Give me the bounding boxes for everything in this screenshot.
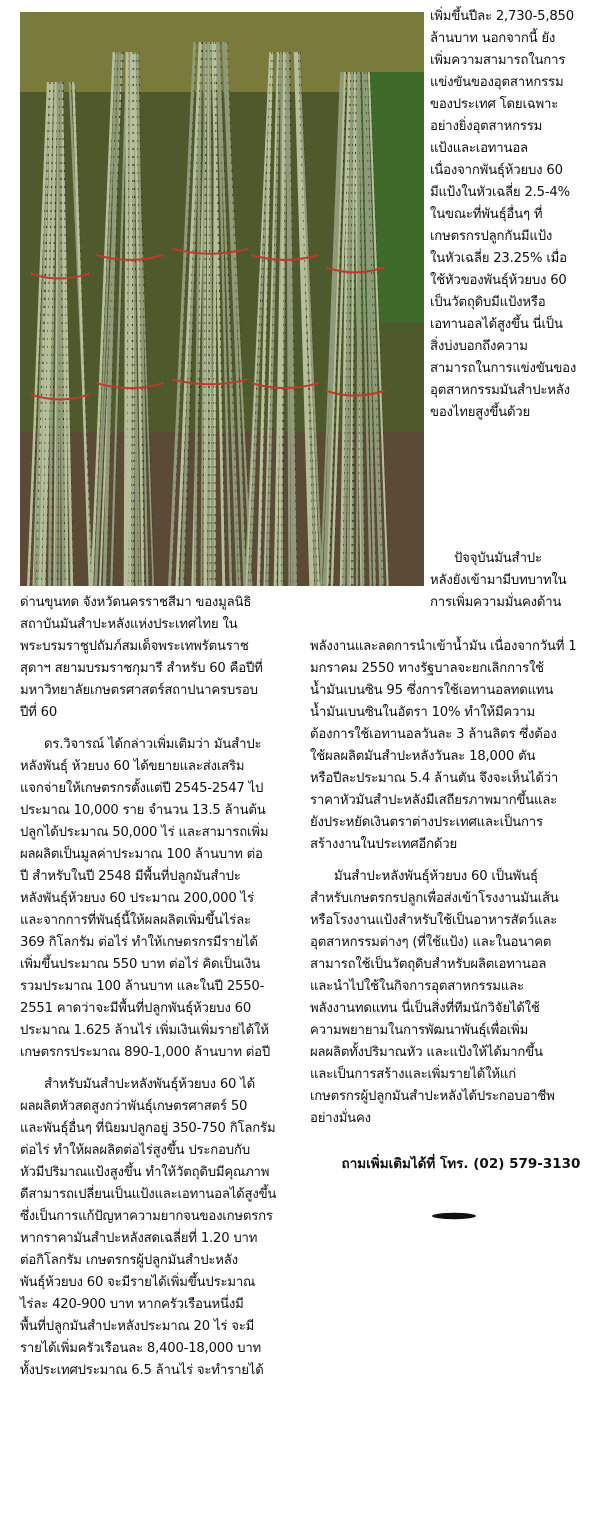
text-line: และนำไปใช้ในกิจการอุตสาหกรรมและ	[310, 979, 524, 994]
text-line: ไร่ละ 420-900 บาท หากครัวเรือนหนึ่งมี	[20, 1297, 244, 1312]
text-line: ของประเทศ โดยเฉพาะ	[430, 97, 559, 112]
cassava-stems-photo	[20, 12, 424, 586]
text-line: เกษตรกรประมาณ 890-1,000 ล้านบาท ต่อปี	[20, 1045, 271, 1060]
text-line: พลังงานและลดการนำเข้าน้ำมัน เนื่องจากวันที่ 1	[310, 639, 577, 654]
text-line: หากราคามันสำปะหลังสดเฉลี่ยที่ 1.20 บาท	[20, 1231, 258, 1246]
text-line: ดีสามารถเปลี่ยนเป็นแป้งและเอทานอลได้สูงขึ้น	[20, 1187, 277, 1202]
text-line: ประมาณ 1.625 ล้านไร่ เพิ่มเงินเพิ่มรายได้ให้	[20, 1023, 269, 1038]
text-line: สามารถในการแข่งขันของ	[430, 361, 577, 376]
contact-line: ถามเพิ่มเติมได้ที่ โทร. (02) 579-3130	[341, 1156, 581, 1172]
text-line: หลังยังเข้ามามีบทบาทใน	[430, 573, 567, 588]
text-line: สามารถใช้เป็นวัตถุดิบสำหรับผลิตเอทานอล	[310, 957, 547, 972]
text-line: และจากการที่พันธุ์นี้ให้ผลผลิตเพิ่มขึ้นไร่ละ	[20, 913, 251, 928]
text-line: อย่างมั่นคง	[310, 1111, 371, 1126]
text-line: มกราคม 2550 ทางรัฐบาลจะยกเลิกการใช้	[310, 661, 544, 676]
paragraph	[20, 734, 298, 1064]
text-line: พระบรมราชูปถัมภ์สมเด็จพระเทพรัตนราช	[20, 639, 249, 654]
text-line: รายได้เพิ่มครัวเรือนละ 8,400-18,000 บาท	[20, 1341, 262, 1356]
text-line: ผลผลิตเป็นมูลค่าประมาณ 100 ล้านบาท ต่อ	[20, 847, 263, 862]
text-line: ต้องการใช้เอทานอลวันละ 3 ล้านลิตร ซึ่งต้อง	[310, 727, 557, 742]
text-line: สถาบันมันสำปะหลังแห่งประเทศไทย ใน	[20, 617, 238, 632]
text-line: ล้านบาท นอกจากนี้ ยัง	[430, 31, 556, 46]
text-line: ปี สำหรับในปี 2548 มีพื้นที่ปลูกมันสำปะ	[20, 869, 241, 884]
text-line: ใช้หัวของพันธุ์ห้วยบง 60	[430, 273, 567, 288]
text-line: มันสำปะหลังพันธุ์ห้วยบง 60 เป็นพันธุ์	[334, 869, 538, 884]
text-line: อุตสาหกรรมมันสำปะหลัง	[430, 383, 570, 398]
text-line: ต่อกิโลกรัม เกษตรกรผู้ปลูกมันสำปะหลัง	[20, 1253, 238, 1268]
text-line: อุตสาหกรรมต่างๆ (ที่ใช้แป้ง) และในอนาคต	[310, 935, 552, 950]
text-line: หลังพันธุ์ห้วยบง 60 ประมาณ 200,000 ไร่	[20, 891, 254, 906]
paragraph	[20, 592, 298, 724]
text-line: สร้างงานในประเทศอีกด้วย	[310, 837, 457, 852]
text-line: ด่านขุนทด จังหวัดนครราชสีมา ของมูลนิธิ	[20, 595, 252, 610]
text-line: สำหรับมันสำปะหลังพันธุ์ห้วยบง 60 ได้	[44, 1077, 255, 1092]
text-line: ของไทยสูงขึ้นด้วย	[430, 405, 531, 420]
text-line: เกษตรกรปลูกกันมีแป้ง	[430, 229, 553, 244]
text-line: แข่งขันของอุตสาหกรรม	[430, 75, 564, 90]
text-line: อย่างยิ่งอุตสาหกรรม	[430, 119, 543, 134]
text-line: สุดาฯ สยามบรมราชกุมารี สำหรับ 60 คือปีที่	[20, 661, 263, 676]
text-line: ประมาณ 10,000 ราย จำนวน 13.5 ล้านต้น	[20, 803, 266, 818]
text-line: ยังประหยัดเงินตราต่างประเทศและเป็นการ	[310, 815, 543, 830]
article-right-paragraph-start	[430, 548, 590, 614]
section-end-divider	[430, 1206, 478, 1216]
text-line: พื้นที่ปลูกมันสำปะหลังประมาณ 20 ไร่ จะมี	[20, 1319, 255, 1334]
text-line: ปลูกได้ประมาณ 50,000 ไร่ และสามารถเพิ่ม	[20, 825, 269, 840]
text-line: มีแป้งในหัวเฉลี่ย 2.5-4%	[430, 185, 570, 200]
text-line: ผลผลิตทั้งปริมาณหัว และแป้งให้ได้มากขึ้น	[310, 1045, 543, 1060]
text-line: 369 กิโลกรัม ต่อไร่ ทำให้เกษตรกรมีรายได้	[20, 935, 258, 950]
text-line: ในขณะที่พันธุ์อื่นๆ ที่	[430, 207, 543, 222]
text-line: รวมประมาณ 100 ล้านบาท และในปี 2550-	[20, 979, 265, 994]
text-line: ปีที่ 60	[20, 705, 58, 720]
paragraph	[310, 636, 592, 856]
text-line: แจกจ่ายให้เกษตรกรตั้งแต่ปี 2545-2547 ไป	[20, 781, 264, 796]
text-line: 2551 คาดว่าจะมีพื้นที่ปลูกพันธุ์ห้วยบง 60	[20, 1001, 252, 1016]
text-line: เป็นวัตถุดิบมีแป้งหรือ	[430, 295, 546, 310]
text-line: ความพยายามในการพัฒนาพันธุ์เพื่อเพิ่ม	[310, 1023, 529, 1038]
text-line: สำหรับเกษตรกรปลูกเพื่อส่งเข้าโรงงานมันเส้น	[310, 891, 559, 906]
paragraph	[20, 1074, 298, 1382]
text-line: ผลผลิตหัวสดสูงกว่าพันธุ์เกษตรศาสตร์ 50	[20, 1099, 248, 1114]
text-line: และเป็นการสร้างและเพิ่มรายได้ให้แก่	[310, 1067, 516, 1082]
article-top-right-column	[430, 6, 590, 424]
text-line: เพิ่มขึ้นประมาณ 550 บาท ต่อไร่ คิดเป็นเงิน	[20, 957, 261, 972]
text-line: น้ำมันเบนซิน 95 ซึ่งการใช้เอทานอลทดแทน	[310, 683, 554, 698]
text-line: หลังพันธุ์ ห้วยบง 60 ได้ขยายและส่งเสริม	[20, 759, 245, 774]
text-line: พันธุ์ห้วยบง 60 จะมีรายได้เพิ่มขึ้นประมาณ	[20, 1275, 256, 1290]
article-right-column	[310, 636, 592, 1140]
text-line: พลังงานทดแทน นี่เป็นสิ่งที่ทีมนักวิจัยได้ใช้	[310, 1001, 540, 1016]
text-line: สิ่งบ่งบอกถึงความ	[430, 339, 528, 354]
text-line: ซึ่งเป็นการแก้ปัญหาความยากจนของเกษตรกร	[20, 1209, 273, 1224]
text-line: ต่อไร่ ทำให้ผลผลิตต่อไร่สูงขึ้น ประกอบกับ	[20, 1143, 250, 1158]
text-line: ในหัวเฉลี่ย 23.25% เมื่อ	[430, 251, 567, 266]
text-line: ดร.วิจารณ์ ได้กล่าวเพิ่มเติมว่า มันสำปะ	[44, 737, 262, 752]
text-line: เพิ่มความสามารถในการ	[430, 53, 566, 68]
text-line: หรือปีละประมาณ 5.4 ล้านตัน จึงจะเห็นได้ว่า	[310, 771, 559, 786]
text-line: มหาวิทยาลัยเกษตรศาสตร์สถาปนาครบรอบ	[20, 683, 258, 698]
cassava-stems-illustration	[20, 12, 424, 586]
text-line: ราคาหัวมันสำปะหลังมีเสถียรภาพมากขึ้นและ	[310, 793, 558, 808]
text-line: และพันธุ์อื่นๆ ที่นิยมปลูกอยู่ 350-750 กิโลกรัม	[20, 1121, 276, 1136]
text-line: การเพิ่มความมั่นคงด้าน	[430, 595, 562, 610]
text-line: หัวมีปริมาณแป้งสูงขึ้น ทำให้วัตถุดิบมีคุณภาพ	[20, 1165, 270, 1180]
text-line: ใช้ผลผลิตมันสำปะหลังวันละ 18,000 ตัน	[310, 749, 536, 764]
text-line: เนื่องจากพันธุ์ห้วยบง 60	[430, 163, 563, 178]
text-line: หรือโรงงานแป้งสำหรับใช้เป็นอาหารสัตว์และ	[310, 913, 558, 928]
text-line: เอทานอลได้สูงขึ้น นี่เป็น	[430, 317, 563, 332]
paragraph	[310, 866, 592, 1130]
text-line: เพิ่มขึ้นปีละ 2,730-5,850	[430, 9, 574, 24]
text-line: ทั้งประเทศประมาณ 6.5 ล้านไร่ จะทำรายได้	[20, 1363, 264, 1378]
text-line: น้ำมันเบนซินในอัตรา 10% ทำให้มีความ	[310, 705, 535, 720]
text-line: แป้งและเอทานอล	[430, 141, 528, 156]
text-line: เกษตรกรผู้ปลูกมันสำปะหลังได้ประกอบอาชีพ	[310, 1089, 555, 1104]
article-left-column	[20, 592, 298, 1392]
text-line: ปัจจุบันมันสำปะ	[454, 551, 542, 566]
